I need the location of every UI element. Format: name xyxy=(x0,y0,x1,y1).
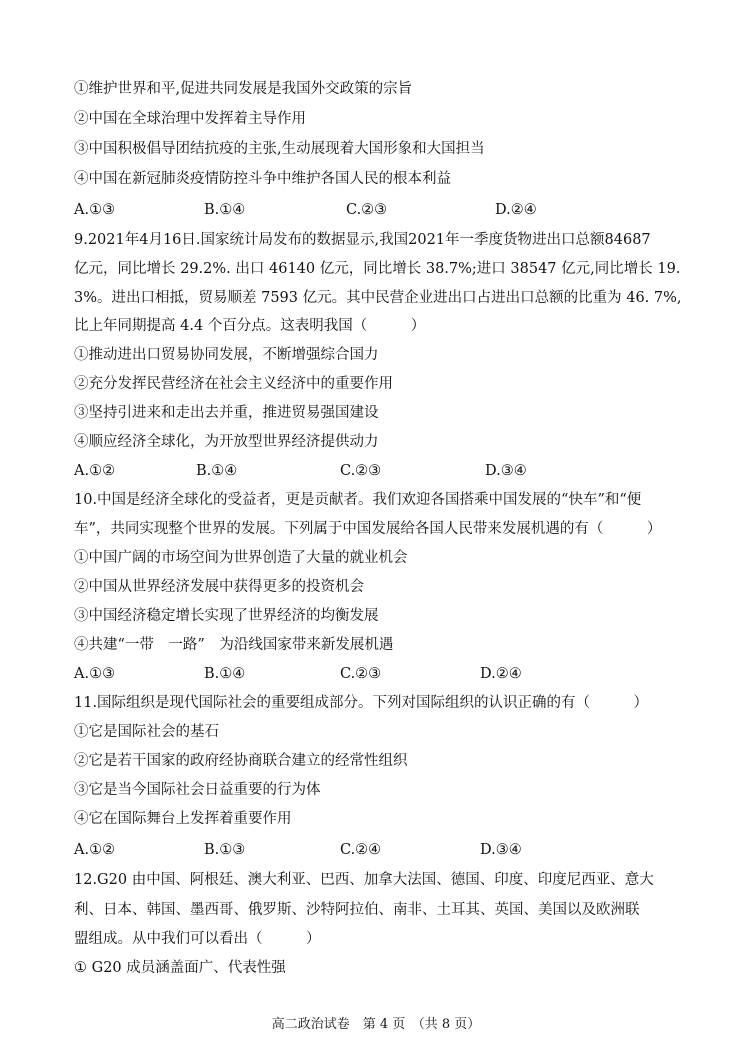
q9-option-b: B.①④ xyxy=(196,463,238,479)
q10-options xyxy=(74,664,694,684)
q10-option-d: D.②④ xyxy=(480,666,522,682)
q11-option-d: D.③④ xyxy=(480,842,522,858)
q11-item-2: ②它是若干国家的政府经协商联合建立的经常性组织 xyxy=(74,753,408,769)
q8-options xyxy=(74,200,694,220)
q12-stem-line-1: 12.G20 由中国、阿根廷、澳大利亚、巴西、加拿大法国、德国、印度、印度尼西亚、意大 xyxy=(74,872,654,888)
q8-option-a: A.①③ xyxy=(74,202,116,218)
q10-stem-line-2: 车”，共同实现整个世界的发展。下列属于中国发展给各国人民带来发展机遇的有（ ） xyxy=(74,521,662,537)
q9-item-1: ①推动进出口贸易协同发展，不断增强综合国力 xyxy=(74,347,379,363)
q11-item-3: ③它是当今国际社会日益重要的行为体 xyxy=(74,782,321,798)
q11-stem: 11.国际组织是现代国际社会的重要组成部分。下列对国际组织的认识正确的有（ ） xyxy=(74,695,649,711)
q11-item-4: ④它在国际舞台上发挥着重要作用 xyxy=(74,811,292,827)
q8-option-c: C.②③ xyxy=(346,202,388,218)
q8-item-1: ①维护世界和平,促进共同发展是我国外交政策的宗旨 xyxy=(74,81,413,97)
q11-option-a: A.①② xyxy=(74,842,116,858)
page-footer: 高二政治试卷 第 4 页 （共 8 页） xyxy=(271,1017,481,1032)
q10-option-c: C.②③ xyxy=(340,666,382,682)
q9-stem-line-2: 亿元，同比增长 29.2%. 出口 46140 亿元，同比增长 38.7%;进口 38547 亿元,同比增长 19. xyxy=(74,261,681,277)
q8-item-2: ②中国在全球治理中发挥着主导作用 xyxy=(74,111,306,127)
q9-item-4: ④顺应经济全球化，为开放型世界经济提供动力 xyxy=(74,434,379,450)
q11-option-b: B.①③ xyxy=(204,842,246,858)
q8-option-d: D.②④ xyxy=(495,202,537,218)
q9-item-3: ③坚持引进来和走出去并重，推进贸易强国建设 xyxy=(74,405,379,421)
q8-item-4: ④中国在新冠肺炎疫情防控斗争中维护各国人民的根本利益 xyxy=(74,171,451,187)
q11-options xyxy=(74,840,694,860)
q10-item-2: ②中国从世界经济发展中获得更多的投资机会 xyxy=(74,579,364,595)
q10-item-3: ③中国经济稳定增长实现了世界经济的均衡发展 xyxy=(74,608,379,624)
q9-option-d: D.③④ xyxy=(485,463,527,479)
q11-item-1: ①它是国际社会的基石 xyxy=(74,724,219,740)
q8-option-b: B.①④ xyxy=(204,202,246,218)
q9-options xyxy=(74,461,694,481)
q9-option-a: A.①② xyxy=(74,463,116,479)
q9-stem-line-1: 9.2021年4月16日.国家统计局发布的数据显示,我国2021年一季度货物进出口总额84687 xyxy=(74,232,651,248)
q10-stem-line-1: 10.中国是经济全球化的受益者，更是贡献者。我们欢迎各国搭乘中国发展的“快车”和“便 xyxy=(74,492,642,508)
q10-option-a: A.①③ xyxy=(74,666,116,682)
q12-stem-line-3: 盟组成。从中我们可以看出（ ） xyxy=(74,931,321,947)
q12-stem-line-2: 利、日本、韩国、墨西哥、俄罗斯、沙特阿拉伯、南非、土耳其、英国、美国以及欧洲联 xyxy=(74,902,640,918)
q9-stem-line-4: 比上年同期提高 4.4 个百分点。这表明我国（ ） xyxy=(74,318,426,334)
q11-option-c: C.②④ xyxy=(340,842,382,858)
q10-option-b: B.①④ xyxy=(204,666,246,682)
q9-item-2: ②充分发挥民营经济在社会主义经济中的重要作用 xyxy=(74,376,393,392)
q10-item-1: ①中国广阔的市场空间为世界创造了大量的就业机会 xyxy=(74,550,408,566)
q12-item-1: ① G20 成员涵盖面广、代表性强 xyxy=(74,960,286,976)
q9-stem-line-3: 3%。进出口相抵，贸易顺差 7593 亿元。其中民营企业进出口占进出口总额的比重为 46. 7%, xyxy=(74,290,682,306)
q10-item-4: ④共建“一带 一路” 为沿线国家带来新发展机遇 xyxy=(74,637,394,653)
q9-option-c: C.②③ xyxy=(340,463,382,479)
q8-item-3: ③中国积极倡导团结抗疫的主张,生动展现着大国形象和大国担当 xyxy=(74,141,485,157)
